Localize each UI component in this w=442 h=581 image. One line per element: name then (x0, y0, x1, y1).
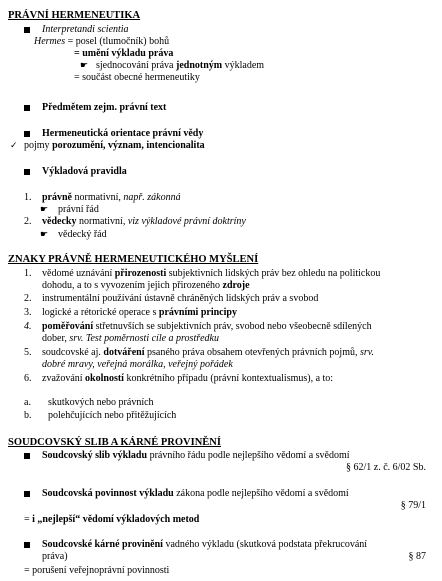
section-title-slib: SOUDCOVSKÝ SLIB A KÁRNÉ PROVINĚNÍ (8, 437, 221, 448)
pointing-hand-icon: ☛ (80, 60, 89, 70)
slib-text: Soudcovský slib výkladu právního řádu podle nejlepšího vědomí a svědomí (42, 450, 350, 461)
rule-1-number: 1. (24, 192, 32, 203)
umeni-vykladu-text: = umění výkladu práva (74, 48, 174, 59)
hermes-line: Hermes = posel (tlumočník) bohů (34, 36, 170, 47)
item-6-text: zvažování okolností konkrétního případu (právní kontextualismus), a to: (42, 373, 334, 384)
section-title-znaky: ZNAKY PRÁVNĚ HERMENEUTICKÉHO MYŠLENÍ (8, 254, 259, 265)
item-6-number: 6. (24, 373, 32, 384)
section-title-hermeneutika: PRÁVNÍ HERMENEUTIKA (8, 10, 141, 21)
square-bullet-icon (24, 491, 30, 497)
karne-equals-text: = porušení veřejnoprávní povinnosti (24, 565, 170, 576)
rule-1-text: právně normativní, např. zákonná (42, 192, 181, 203)
item-5-text: soudcovské aj. dotváření psaného práva obsahem otevřených právních pojmů, srv. (42, 347, 374, 358)
pointing-hand-icon: ☛ (40, 204, 49, 214)
item-5-number: 5. (24, 347, 32, 358)
povinnost-reference: § 79/1 (400, 500, 426, 511)
rule-2-text: vědecky normativní, viz výkladové právní doktríny (42, 216, 246, 227)
predmet-text: Předmětem zejm. právní text (42, 102, 167, 113)
sjednocovani-text: sjednocování práva jednotným výkladem (96, 60, 265, 71)
slib-reference: § 62/1 z. č. 6/02 Sb. (346, 462, 426, 473)
vykladova-pravidla-text: Výkladová pravidla (42, 166, 127, 177)
square-bullet-icon (24, 169, 30, 175)
karne-provineni-text-line2: práva) (42, 551, 68, 562)
rule-1-sub: právní řád (58, 204, 99, 215)
povinnost-text: Soudcovská povinnost výkladu zákona podle nejlepšího vědomí a svědomí (42, 488, 349, 499)
karne-provineni-reference: § 87 (408, 551, 426, 562)
item-4-text-line2: dober, srv. Test poměrnosti cíle a prostředku (42, 333, 219, 344)
rule-2-sub: vědecký řád (58, 229, 107, 240)
soucast-text: = součást obecné hermeneutiky (74, 72, 200, 83)
item-1-text-line2: dohodu, a to s vyvozením jejich přirozeného zdroje (42, 280, 250, 291)
sub-b-text: polehčujících nebo přitěžujících (48, 410, 177, 421)
interpretandi-text: Interpretandi scientia (42, 24, 129, 35)
sub-a-text: skutkových nebo právních (48, 397, 154, 408)
karne-provineni-text: Soudcovské kárné provinění vadného výkladu (skutková podstata překrucování (42, 539, 368, 550)
item-4-text: poměřování střetnuvších se subjektivních práv, svobod nebo všeobecně sdílených (42, 321, 372, 332)
check-mark-icon: ✓ (10, 140, 18, 150)
square-bullet-icon (24, 27, 30, 33)
item-2-text: instrumentální používání ústavně chráněných lidských práv a svobod (42, 293, 319, 304)
square-bullet-icon (24, 542, 30, 548)
item-3-number: 3. (24, 307, 32, 318)
item-4-number: 4. (24, 321, 32, 332)
square-bullet-icon (24, 105, 30, 111)
sub-b-number: b. (24, 410, 32, 421)
item-2-number: 2. (24, 293, 32, 304)
item-1-number: 1. (24, 268, 32, 279)
square-bullet-icon (24, 453, 30, 459)
pointing-hand-icon: ☛ (40, 229, 49, 239)
sub-a-number: a. (24, 397, 31, 408)
item-1-text: vědomé uznávání přirozenosti subjektivních lidských práv bez ohledu na politickou (42, 268, 381, 279)
povinnost-equals-text: = i „nejlepší“ vědomí výkladových metod (24, 514, 200, 525)
pojmy-text: pojmy porozumění, význam, intencionalita (24, 140, 205, 151)
item-5-text-line2: dobré mravy, veřejná morálka, veřejný pořádek (42, 359, 233, 370)
orientace-text: Hermeneutická orientace právní vědy (42, 128, 204, 139)
square-bullet-icon (24, 131, 30, 137)
rule-2-number: 2. (24, 216, 32, 227)
item-3-text: logické a rétorické operace s právními principy (42, 307, 237, 318)
